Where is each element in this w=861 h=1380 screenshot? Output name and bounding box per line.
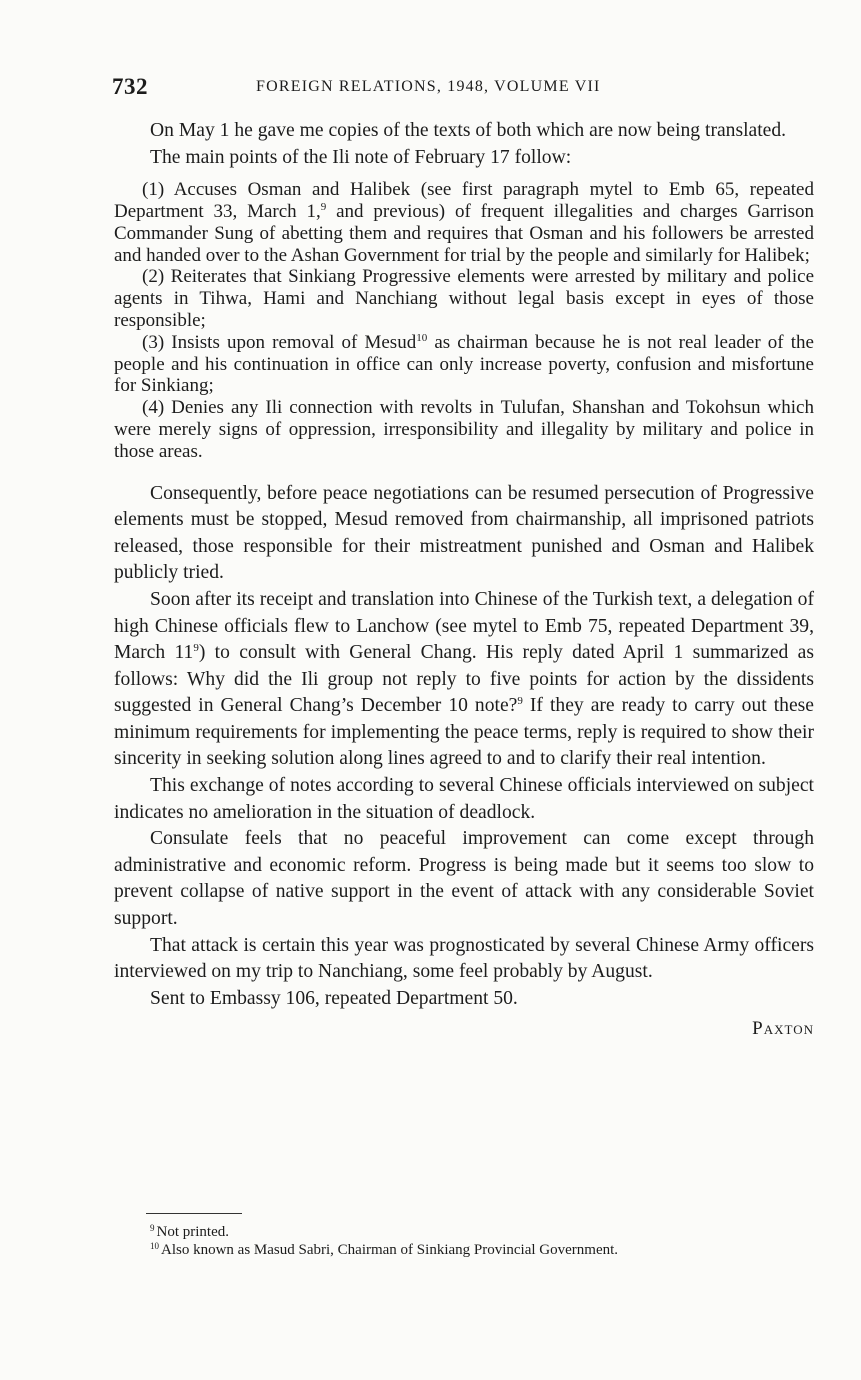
points-list — [114, 179, 814, 462]
running-head: FOREIGN RELATIONS, 1948, VOLUME VII — [256, 78, 601, 95]
paragraph-2: The main points of the Ili note of February 17 follow: — [150, 146, 572, 168]
paragraph-8: Sent to Embassy 106, repeated Department 50. — [150, 987, 518, 1009]
point-1: (1) Accuses Osman and Halibek (see first paragraph mytel to Emb 65, repeated Department 33, March 1,$^9$ and previous) of frequent illegalities and charges Garrison Commander Sung of abetting them and requires that Osman and his followers be arrested and handed over to the Ashan Government for trial by the people and similarly for Halibek; — [114, 179, 814, 266]
paragraph-6: Consulate feels that no peaceful improvement can come except through administrative and economic reform. Progress is being made but it seems too slow to prevent collapse of native support in the event of attack with any considerable Soviet support. — [114, 828, 814, 930]
footnote-mark: 10 — [150, 1241, 159, 1251]
page-header — [112, 74, 812, 104]
paragraph-7: That attack is certain this year was prognosticated by several Chinese Army officers interviewed on my trip to Nanchiang, some feel probably by August. — [114, 934, 814, 983]
footnote-ref: 9 — [193, 642, 199, 655]
footnote-ref: 9 — [320, 200, 327, 213]
footnotes — [150, 1223, 810, 1259]
point-4: (4) Denies any Ili connection with revolts in Tulufan, Shanshan and Tokohsun which were merely signs of oppression, irresponsibility and illegality by military and police in those areas. — [114, 397, 814, 462]
body-text — [114, 118, 814, 1043]
paragraph-5: This exchange of notes according to several Chinese officials interviewed on subject indicates no amelioration in the situation of deadlock. — [114, 775, 814, 823]
point-2: (2) Reiterates that Sinkiang Progressive elements were arrested by military and police agents in Tihwa, Hami and Nanchiang without legal basis except in eyes of those responsible; — [114, 266, 814, 331]
page-number: 732 — [112, 74, 148, 99]
signature: Paxton — [752, 1018, 814, 1040]
paragraph-4: Soon after its receipt and translation into Chinese of the Turkish text, a delegation of high Chinese officials flew to Lanchow (see mytel to Emb 75, repeated Department 39, March $11^9$) to consult with General Chang. His reply dated April 1 summarized as follows: Why did the Ili group not reply to five points for action by the dissidents suggested in General Chang’s December 10 note?$^9$ If they are ready to carry out these minimum requirements for implementing the peace terms, reply is required to show their sincerity in seeking solution along lines agreed to and to clarify their real intention. — [114, 588, 814, 770]
paragraph-1: On May 1 he gave me copies of the texts of both which are now being translated. — [150, 120, 787, 141]
footnote-ref: 10 — [416, 331, 428, 344]
point-3: (3) Insists upon removal of Mesud$^{10}$ as chairman because he is not real leader of the people and his continuation in office can only increase poverty, confusion and misfortune for Sinkiang; — [114, 331, 814, 397]
footnote-10: $^{10}$ Also known as Masud Sabri, Chairman of Sinkiang Provincial Government. — [150, 1241, 619, 1258]
footnote-9: $^9$ Not printed. — [150, 1223, 229, 1240]
footnote-ref: 9 — [517, 695, 523, 708]
footnote-mark: 9 — [150, 1223, 155, 1233]
paragraph-3: Consequently, before peace negotiations can be resumed persecution of Progressive elements must be stopped, Mesud removed from chairmanship, all imprisoned patriots released, those responsible for their mistreatment punished and Osman and Halibek publicly tried. — [114, 482, 814, 584]
footnote-divider — [146, 1213, 242, 1214]
